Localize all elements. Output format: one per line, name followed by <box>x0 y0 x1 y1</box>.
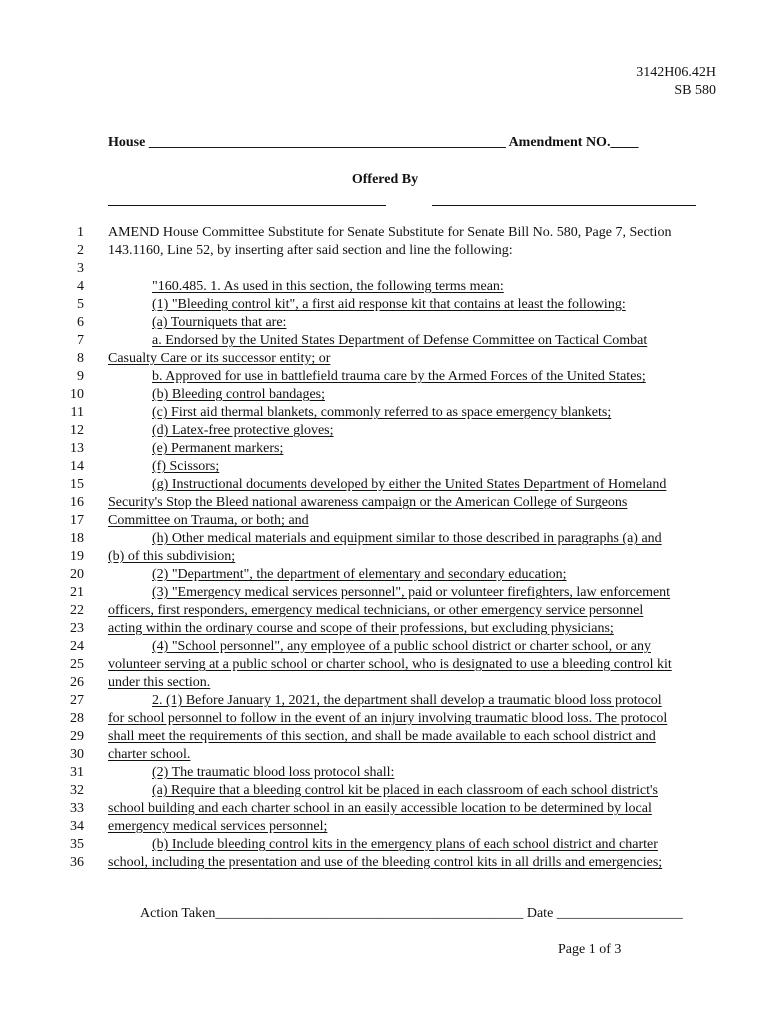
line-number: 31 <box>70 765 84 780</box>
line-text: emergency medical services personnel; <box>108 819 328 834</box>
line-text: (e) Permanent markers; <box>152 441 284 456</box>
line-text: 2. (1) Before January 1, 2021, the department shall develop a traumatic blood loss protocol <box>152 693 662 708</box>
line-text: (a) Require that a bleeding control kit be placed in each classroom of each school district's <box>152 783 658 798</box>
page-number: Page 1 of 3 <box>558 942 622 957</box>
line-text: 143.1160, Line 52, by inserting after said section and line the following: <box>108 243 513 258</box>
line-number: 24 <box>70 639 84 654</box>
line-number: 35 <box>70 837 84 852</box>
text-line <box>0 530 770 548</box>
line-number: 20 <box>70 567 84 582</box>
line-number: 23 <box>70 621 84 636</box>
line-number: 29 <box>70 729 84 744</box>
line-number: 5 <box>77 297 84 312</box>
line-text: officers, first responders, emergency medical technicians, or other emergency service personnel <box>108 603 644 618</box>
line-number: 18 <box>70 531 84 546</box>
text-line <box>0 620 770 638</box>
text-line <box>0 512 770 530</box>
text-line <box>0 386 770 404</box>
line-number: 28 <box>70 711 84 726</box>
line-text: Security's Stop the Bleed national awareness campaign or the American College of Surgeons <box>108 495 628 510</box>
text-line <box>0 656 770 674</box>
text-line <box>0 800 770 818</box>
bill-number: SB 580 <box>674 83 716 98</box>
text-line <box>0 692 770 710</box>
line-text: (h) Other medical materials and equipment similar to those described in paragraphs (a) and <box>152 531 662 546</box>
text-line <box>0 494 770 512</box>
line-number: 22 <box>70 603 84 618</box>
text-line <box>0 854 770 872</box>
line-number: 13 <box>70 441 84 456</box>
text-line <box>0 440 770 458</box>
text-line <box>0 368 770 386</box>
text-line <box>0 584 770 602</box>
line-number: 21 <box>70 585 84 600</box>
line-number: 27 <box>70 693 84 708</box>
line-text: volunteer serving at a public school or charter school, who is designated to use a bleeding control kit <box>108 657 672 672</box>
amendment-body <box>0 224 770 872</box>
line-text: (b) Include bleeding control kits in the emergency plans of each school district and charter <box>152 837 658 852</box>
line-number: 12 <box>70 423 84 438</box>
line-text: Committee on Trauma, or both; and <box>108 513 309 528</box>
text-line <box>0 818 770 836</box>
line-text: charter school. <box>108 747 191 762</box>
line-number: 8 <box>77 351 84 366</box>
line-text: "160.485. 1. As used in this section, the following terms mean: <box>152 279 504 294</box>
line-number: 17 <box>70 513 84 528</box>
line-number: 30 <box>70 747 84 762</box>
line-text: under this section. <box>108 675 211 690</box>
text-line <box>0 674 770 692</box>
text-line <box>0 836 770 854</box>
text-line <box>0 278 770 296</box>
line-number: 19 <box>70 549 84 564</box>
line-number: 2 <box>77 243 84 258</box>
line-number: 34 <box>70 819 84 834</box>
text-line <box>0 602 770 620</box>
offered-by-signature-line-right <box>432 205 696 206</box>
line-text: (2) "Department", the department of elementary and secondary education; <box>152 567 567 582</box>
line-text: a. Endorsed by the United States Department of Defense Committee on Tactical Combat <box>152 333 648 348</box>
line-number: 9 <box>77 369 84 384</box>
text-line <box>0 350 770 368</box>
line-text: (b) Bleeding control bandages; <box>152 387 326 402</box>
text-line <box>0 422 770 440</box>
line-number: 4 <box>77 279 84 294</box>
text-line <box>0 746 770 764</box>
line-text: AMEND House Committee Substitute for Senate Substitute for Senate Bill No. 580, Page 7, Section <box>108 225 672 240</box>
line-number: 7 <box>77 333 84 348</box>
text-line <box>0 458 770 476</box>
line-text: (b) of this subdivision; <box>108 549 236 564</box>
line-text: for school personnel to follow in the event of an injury involving traumatic blood loss. The protocol <box>108 711 668 726</box>
text-line <box>0 728 770 746</box>
line-text: school building and each charter school in an easily accessible location to be determined by local <box>108 801 652 816</box>
text-line <box>0 710 770 728</box>
text-line <box>0 764 770 782</box>
line-number: 10 <box>70 387 84 402</box>
line-text: (3) "Emergency medical services personnel", paid or volunteer firefighters, law enforcement <box>152 585 671 600</box>
document-id: 3142H06.42H <box>636 65 716 80</box>
line-text: (1) "Bleeding control kit", a first aid response kit that contains at least the following: <box>152 297 626 312</box>
line-number: 36 <box>70 855 84 870</box>
line-text: (a) Tourniquets that are: <box>152 315 287 330</box>
offered-by-label: Offered By <box>351 172 419 187</box>
line-text: (g) Instructional documents developed by either the United States Department of Homeland <box>152 477 667 492</box>
line-number: 33 <box>70 801 84 816</box>
text-line <box>0 476 770 494</box>
text-line <box>0 242 770 260</box>
line-text: shall meet the requirements of this section, and shall be made available to each school district and <box>108 729 656 744</box>
line-text: (c) First aid thermal blankets, commonly referred to as space emergency blankets; <box>152 405 612 420</box>
line-number: 6 <box>77 315 84 330</box>
line-number: 26 <box>70 675 84 690</box>
line-number: 16 <box>70 495 84 510</box>
line-text: (2) The traumatic blood loss protocol shall: <box>152 765 395 780</box>
text-line <box>0 260 770 278</box>
line-text: acting within the ordinary course and scope of their professions, but excluding physicians; <box>108 621 614 636</box>
action-taken-line: Action Taken____________________________________________ Date __________________ <box>140 906 683 921</box>
line-text: Casualty Care or its successor entity; or <box>108 351 331 366</box>
house-amendment-line: House ___________________________________________________ Amendment NO.____ <box>108 135 639 150</box>
text-line <box>0 332 770 350</box>
text-line <box>0 224 770 242</box>
line-text: (4) "School personnel", any employee of a public school district or charter school, or any <box>152 639 651 654</box>
line-number: 14 <box>70 459 84 474</box>
line-text: (d) Latex-free protective gloves; <box>152 423 334 438</box>
text-line <box>0 296 770 314</box>
line-text: (f) Scissors; <box>152 459 220 474</box>
offered-by-signature-line-left <box>108 205 386 206</box>
text-line <box>0 314 770 332</box>
line-text: b. Approved for use in battlefield trauma care by the Armed Forces of the United States; <box>152 369 646 384</box>
line-number: 25 <box>70 657 84 672</box>
line-text: school, including the presentation and use of the bleeding control kits in all drills and emergencies; <box>108 855 663 870</box>
text-line <box>0 782 770 800</box>
line-number: 11 <box>70 405 84 420</box>
text-line <box>0 566 770 584</box>
line-number: 32 <box>70 783 84 798</box>
line-number: 1 <box>77 225 84 240</box>
text-line <box>0 404 770 422</box>
document-header-ids <box>636 64 716 100</box>
line-number: 15 <box>70 477 84 492</box>
line-number: 3 <box>77 261 84 276</box>
text-line <box>0 638 770 656</box>
text-line <box>0 548 770 566</box>
